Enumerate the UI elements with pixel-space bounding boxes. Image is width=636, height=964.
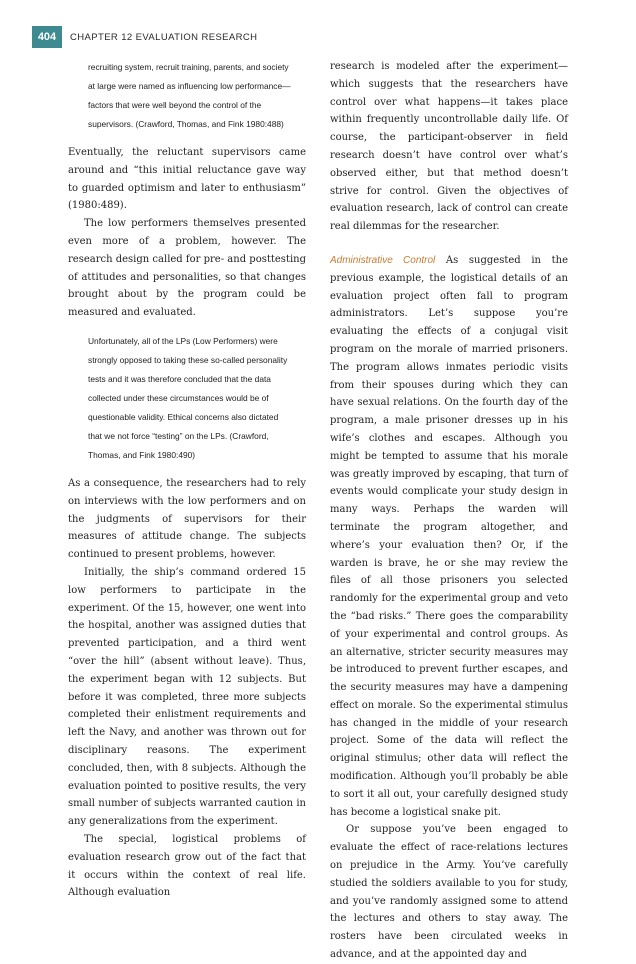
paragraph: The low performers themselves presented even more of a problem, however. The research design called for pre- and posttesting of attitudes and personalities, so that changes brought about by the program could be measured and evaluated. (68, 218, 306, 319)
paragraph: Initially, the ship’s command ordered 15 low performers to participate in the experiment. Of the 15, however, one went into the hospital, another was assigned duties that prevented participation, and a third went “over the hill” (absent without leave). Thus, the experiment began with 12 subjects. But before it was completed, three more subjects completed their enlistment requirements and left the Navy, and another was thrown out for disciplinary reasons. The experiment concluded, then, with 8 subjects. Although the evaluation pointed to positive results, the very small number of subjects warranted caution in any generalizations from the experiment. (68, 566, 306, 828)
paragraph: research is modeled after the experiment—which suggests that the researchers have control over what happens—it takes place within frequently uncontrollable daily life. Of course, the participant-observer in field research doesn’t have control over what’s observed either, but that method doesn’t strive for control. Given the objectives of evaluation research, lack of control can create real dilemmas for the researcher. (330, 61, 568, 233)
paragraph: As a consequence, the researchers had to rely on interviews with the low performers and on the judgments of supervisors for their measures of attitude change. The subjects continued to present problems, however. (68, 477, 306, 561)
block-quote: Unfortunately, all of the LPs (Low Performers) were strongly opposed to taking these so-called personality tests and it was therefore concluded that the data collected under these circumstances would be of questionable validity. Ethical concerns also dictated that we not force “testing” on the LPs. (Crawford, Thomas, and Fink 1980:490) (88, 335, 288, 460)
block-quote: recruiting system, recruit training, parents, and society at large were named as influencing low performance—factors that were well beyond the control of the supervisors. (Crawford, Thomas, and Fink 1980:488) (88, 62, 291, 129)
paragraph: Eventually, the reluctant supervisors came around and “this initial reluctance gave way to guarded optimism and later to enthusiasm” (1980:489). (68, 147, 306, 212)
paragraph: The special, logistical problems of evaluation research grow out of the fact that it occurs within the context of real life. Although evaluation (68, 833, 306, 899)
paragraph (330, 252, 568, 822)
page-header (32, 26, 257, 48)
left-column (68, 58, 306, 902)
page-number: 404 (32, 26, 62, 48)
right-column (330, 58, 568, 964)
section-heading: Administrative Control (330, 254, 436, 266)
running-head: CHAPTER 12 EVALUATION RESEARCH (70, 31, 258, 43)
paragraph: Or suppose you’ve been engaged to evaluate the effect of race-relations lectures on prejudice in the Army. You’ve carefully studied the soldiers available to you for study, and you’ve randomly assigned some to attend the lectures and others to stay away. The rosters have been circulated weeks in advance, and at the appointed day and (330, 824, 568, 961)
paragraph-text: As suggested in the previous example, the logistical details of an evaluation project often fall to program administrators. Let’s suppose you’re evaluating the effects of a conjugal visit program on the morale of married prisoners. The program allows inmates periodic visits from their spouses during which they can have sexual relations. On the fourth day of the program, a male prisoner dresses up in his wife’s clothes and escapes. Although you might be tempted to assume that his morale was greatly improved by escaping, that turn of events would complicate your study design in many ways. Perhaps the warden will terminate the program altogether, and where’s your evaluation then? Or, if the warden is brave, he or she may review the files of all those prisoners you selected randomly for the experimental group and veto the “bad risks.” There goes the comparability of your experimental and control groups. As an alternative, stricter security measures may be introduced to prevent further escapes, and the security measures may have a dampening effect on morale. So the experimental stimulus has changed in the middle of your research project. Some of the data will reflect the original stimulus; other data will reflect the modification. Although you’ll probably be able to sort it all out, your carefully designed study has become a logistical snake pit. (330, 254, 568, 818)
